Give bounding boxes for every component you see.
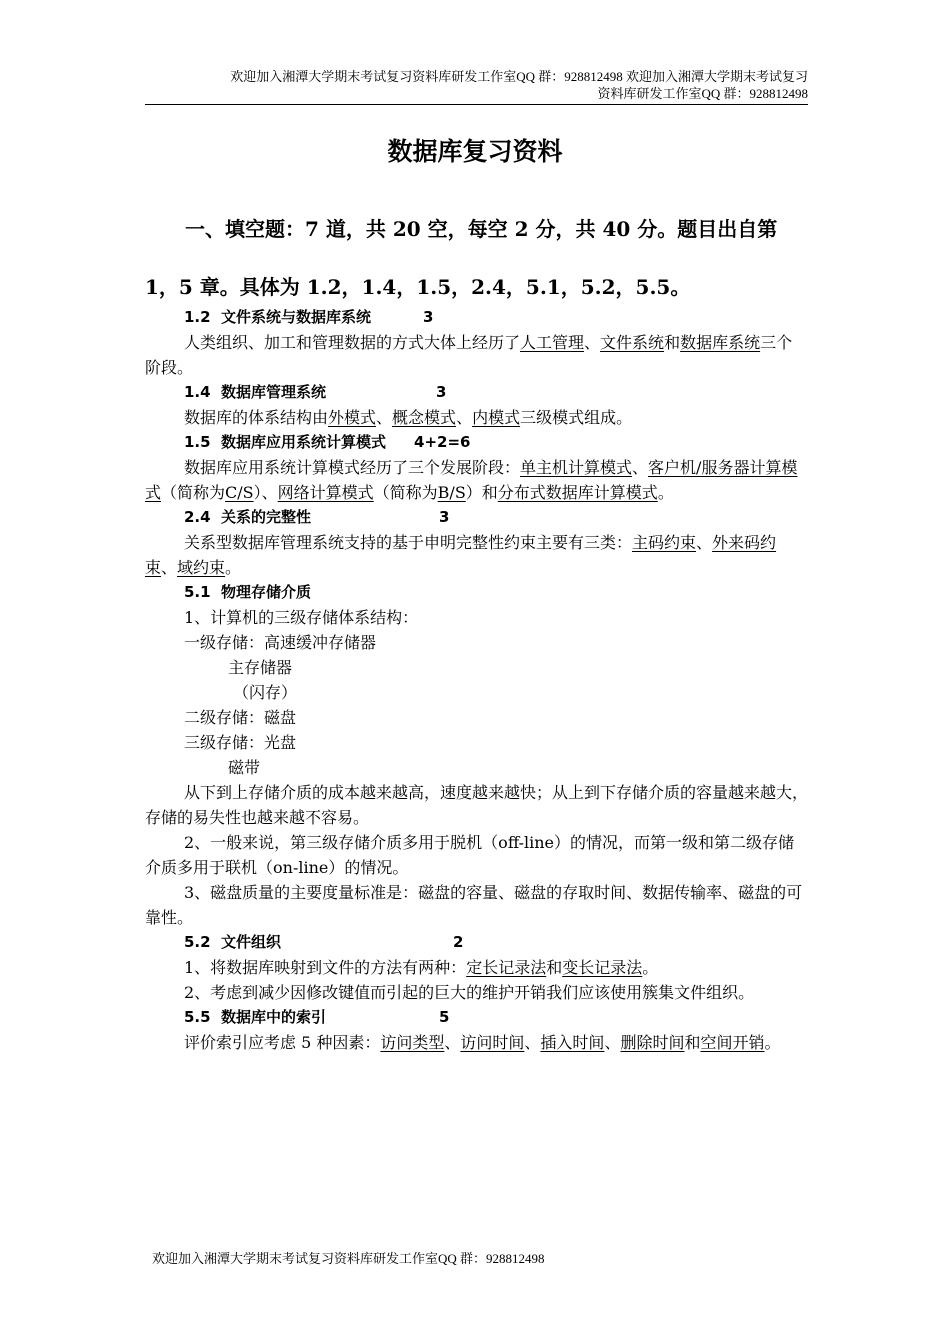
storage-line: 磁带: [228, 758, 261, 777]
storage-line: （闪存）: [233, 683, 298, 702]
paragraph-5-1-b: 2、一般来说，第三级存储介质多用于脱机（off-line）的情况，而第一级和第二级存储介质多用于联机（on-line）的情况。: [145, 833, 795, 877]
subsection-title: 1.4 数据库管理系统: [184, 383, 327, 401]
paragraph-1-2: [145, 330, 808, 380]
answer-blank: 域约束: [177, 558, 226, 577]
paragraph-1-5: [145, 455, 808, 505]
text-span: 。: [225, 558, 242, 577]
answer-blank: B/S: [437, 483, 466, 502]
answer-blank: 文件系统: [600, 333, 665, 352]
subsection-heading-5-1: [145, 580, 808, 605]
subsection-title: 1.5 数据库应用系统计算模式: [184, 433, 387, 451]
answer-blank: 数据库系统: [680, 333, 761, 352]
text-span: 人类组织、加工和管理数据的方式大体上经历了: [184, 333, 521, 352]
points-value: 3: [423, 308, 434, 326]
subsection-title: 1.2 文件系统与数据库系统: [184, 308, 372, 326]
answer-blank: 外模式: [328, 408, 377, 427]
paragraph-5-1-a: 从下到上存储介质的成本越来越高，速度越来越快；从上到下存储介质的容量越来越大，存储的易失性也越来越不容易。: [145, 783, 809, 827]
answer-blank: 变长记录法: [562, 958, 643, 977]
text-span: （简称为: [373, 483, 438, 502]
points-value: 3: [439, 508, 450, 526]
answer-blank: 插入时间: [540, 1033, 605, 1052]
subsection-title: 5.2 文件组织: [184, 933, 282, 951]
points-value: 4+2=6: [414, 433, 471, 451]
paragraph-1-4: [145, 405, 808, 430]
answer-blank: 人工管理: [520, 333, 585, 352]
subsection-heading-1-4: [145, 380, 808, 405]
subsection-heading-1-5: [145, 430, 808, 455]
paragraph-5-2-b: 2、考虑到减少因修改键值而引起的巨大的维护开销我们应该使用簇集文件组织。: [184, 983, 755, 1002]
paragraph-2-4: [145, 530, 808, 580]
text-span: 评价索引应考虑 5 种因素：: [184, 1033, 381, 1052]
answer-blank: 客户机/服务器计算模式: [145, 458, 798, 502]
header-line-2: 资料库研发工作室QQ 群：928812498: [597, 86, 808, 101]
answer-blank: 删除时间: [620, 1033, 685, 1052]
subsection-title: 2.4 关系的完整性: [184, 508, 312, 526]
paragraph-5-2-a: [145, 955, 808, 980]
text-span: 。: [657, 483, 674, 502]
storage-line: 二级存储：磁盘: [184, 708, 297, 727]
header-line-1: 欢迎加入湘潭大学期末考试复习资料库研发工作室QQ 群：928812498 欢迎加入湘潭大学期末考试复习: [230, 69, 808, 84]
text-span: 、: [444, 1033, 461, 1052]
storage-line: 三级存储：光盘: [184, 733, 297, 752]
subsection-heading-2-4: [145, 505, 808, 530]
text-span: 、: [161, 558, 178, 577]
answer-blank: C/S: [225, 483, 254, 502]
points-value: 3: [436, 383, 447, 401]
text-span: 关系型数据库管理系统支持的基于申明完整性约束主要有三类：: [184, 533, 633, 552]
text-span: 数据库的体系结构由: [184, 408, 329, 427]
subsection-heading-5-5: [145, 1005, 808, 1030]
document-body: [145, 305, 808, 1055]
text-span: 。: [764, 1033, 781, 1052]
text-span: 。: [642, 958, 659, 977]
text-span: 和: [546, 958, 563, 977]
page-footer: 欢迎加入湘潭大学期末考试复习资料库研发工作室QQ 群：928812498: [152, 1251, 545, 1266]
answer-blank: 定长记录法: [466, 958, 547, 977]
subsection-heading-5-2: [145, 930, 808, 955]
header-divider: [145, 104, 808, 105]
section-heading-fill-in: 一、填空题：7 道，共 20 空，每空 2 分，共 40 分。题目出自第 1，5 章。具体为 1.2，1.4，1.5，2.4，5.1，5.2，5.5。: [145, 217, 778, 299]
paragraph-5-1-c: 3、磁盘质量的主要度量标准是：磁盘的容量、磁盘的存取时间、数据传输率、磁盘的可靠性。: [145, 883, 803, 927]
text-span: 、: [524, 1033, 541, 1052]
text-span: 三级模式组成。: [520, 408, 633, 427]
text-span: 、: [632, 458, 649, 477]
text-span: ）、: [253, 483, 278, 502]
subsection-heading-1-2: [145, 305, 808, 330]
storage-line: 主存储器: [228, 658, 293, 677]
answer-blank: 网络计算模式: [277, 483, 374, 502]
answer-blank: 访问时间: [460, 1033, 525, 1052]
storage-line: 1、计算机的三级存储体系结构：: [184, 608, 419, 627]
subsection-title: 5.1 物理存储介质: [184, 583, 312, 601]
answer-blank: 空间开销: [700, 1033, 765, 1052]
text-span: 和: [684, 1033, 701, 1052]
text-span: 数据库应用系统计算模式经历了三个发展阶段：: [184, 458, 521, 477]
answer-blank: 内模式: [472, 408, 521, 427]
text-span: 、: [696, 533, 713, 552]
text-span: ）和: [465, 483, 498, 502]
page-header: [145, 68, 808, 102]
paragraph-5-5: [145, 1030, 808, 1055]
answer-blank: 单主机计算模式: [520, 458, 633, 477]
answer-blank: 访问类型: [380, 1033, 445, 1052]
text-span: 1、将数据库映射到文件的方法有两种：: [184, 958, 467, 977]
answer-blank: 外来码约束: [145, 533, 777, 577]
text-span: 和: [664, 333, 681, 352]
text-span: 三个阶段。: [145, 333, 793, 377]
answer-blank: 主码约束: [632, 533, 697, 552]
text-span: 、: [376, 408, 393, 427]
points-value: 2: [453, 933, 464, 951]
text-span: （简称为: [161, 483, 226, 502]
storage-line: 一级存储：高速缓冲存储器: [184, 633, 377, 652]
text-span: 、: [456, 408, 473, 427]
answer-blank: 分布式数据库计算模式: [497, 483, 658, 502]
answer-blank: 概念模式: [392, 408, 457, 427]
subsection-title: 5.5 数据库中的索引: [184, 1008, 327, 1026]
text-span: 、: [604, 1033, 621, 1052]
points-value: 5: [439, 1008, 450, 1026]
text-span: 、: [584, 333, 601, 352]
page-title: 数据库复习资料: [387, 137, 563, 166]
